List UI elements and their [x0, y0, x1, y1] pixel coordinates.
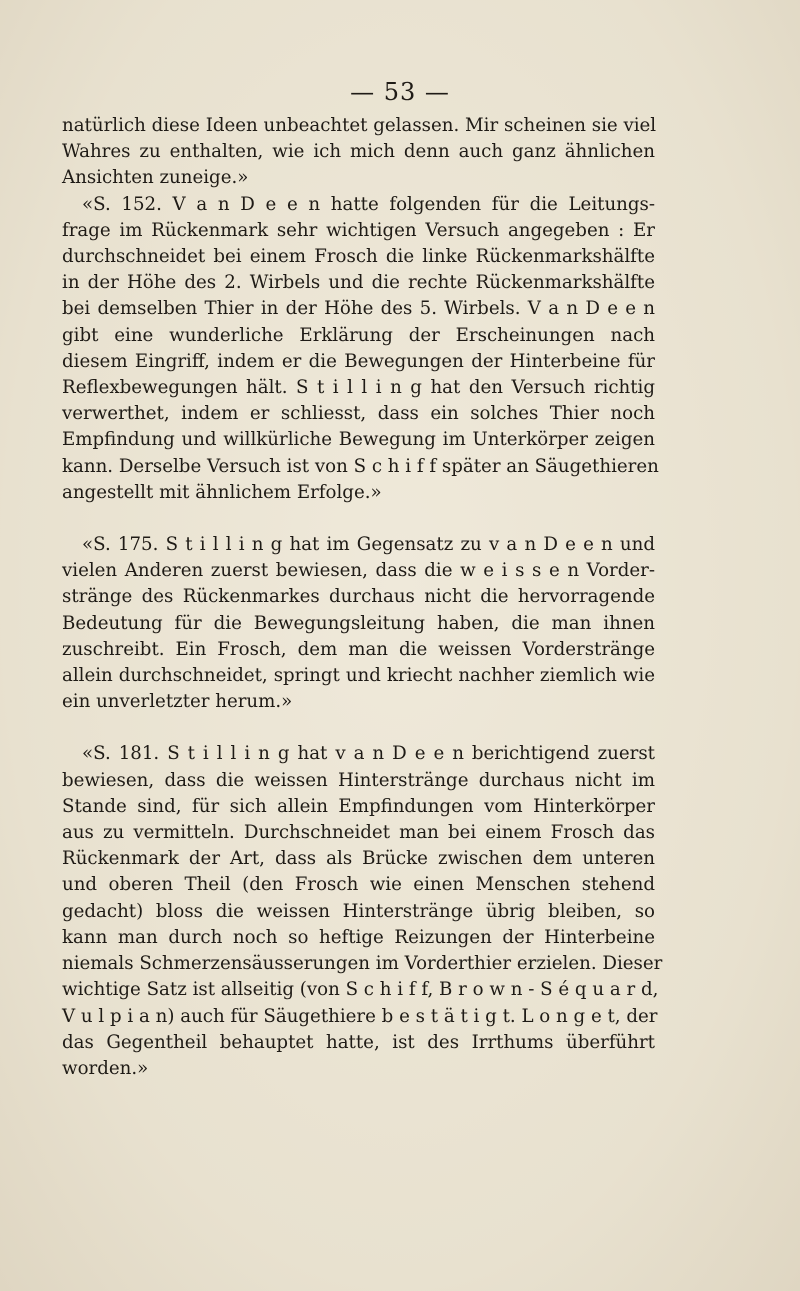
text-line: kann man durch noch so heftige Reizungen der Hinterbeine: [62, 926, 655, 948]
text-line: kann. Derselbe Versuch ist von S c h i f f später an Säugethieren: [62, 455, 659, 477]
text-line: Stande sind, für sich allein Empfindungen vom Hinterkörper: [62, 795, 655, 817]
text-line: wichtige Satz ist allseitig (von S c h i f f, B r o w n - S é q u a r d,: [62, 979, 659, 1001]
text-line: frage im Rückenmark sehr wichtigen Versuch angegeben : Er: [62, 219, 655, 241]
text-line: gedacht) bloss die weissen Hinterstränge übrig bleiben, so: [62, 900, 655, 922]
paragraph: [62, 192, 659, 506]
paragraph-gap: [62, 715, 655, 741]
text-line: «S. 175. S t i l l i n g hat im Gegensatz zu v a n D e e n und: [82, 534, 655, 556]
text-line: «S. 152. V a n D e e n hatte folgenden für die Leitungs-: [82, 193, 655, 215]
text-line: in der Höhe des 2. Wirbels und die rechte Rückenmarkshälfte: [62, 272, 655, 294]
text-line: aus zu vermitteln. Durchschneidet man bei einem Frosch das: [62, 822, 655, 844]
text-line: gibt eine wunderliche Erklärung der Erscheinungen nach: [62, 324, 655, 346]
text-line: Rückenmark der Art, dass als Brücke zwischen dem unteren: [62, 848, 655, 870]
text-line: V u l p i a n) auch für Säugethiere b e s t ä t i g t. L o n g e t, der: [62, 1005, 658, 1027]
text-line: Wahres zu enthalten, wie ich mich denn auch ganz ähnlichen: [62, 141, 655, 163]
text-line: bewiesen, dass die weissen Hinterstränge durchaus nicht im: [62, 769, 655, 791]
text-line: stränge des Rückenmarkes durchaus nicht die hervorragende: [62, 586, 655, 608]
text-line: und oberen Theil (den Frosch wie einen Menschen stehend: [62, 874, 655, 896]
text-line: Ansichten zuneige.»: [62, 167, 249, 189]
text-line: «S. 181. S t i l l i n g hat v a n D e e n berichtigend zuerst: [82, 743, 655, 765]
text-line: verwerthet, indem er schliesst, dass ein solches Thier noch: [62, 403, 655, 425]
text-line: diesem Eingriff, indem er die Bewegungen der Hinterbeine für: [62, 350, 655, 372]
paragraph: [62, 532, 655, 715]
text-line: das Gegentheil behauptet hatte, ist des Irrthums überführt: [62, 1031, 655, 1053]
text-line: ein unverletzter herum.»: [62, 691, 293, 713]
paragraph: [62, 741, 663, 1082]
text-line: bei demselben Thier in der Höhe des 5. Wirbels. V a n D e e n: [62, 298, 655, 320]
text-line: angestellt mit ähnlichem Erfolge.»: [62, 481, 382, 503]
text-line: durchschneidet bei einem Frosch die linke Rückenmarkshälfte: [62, 246, 655, 268]
text-line: allein durchschneidet, springt und kriecht nachher ziemlich wie: [62, 665, 655, 687]
text-line: zuschreibt. Ein Frosch, dem man die weissen Vorderstränge: [62, 638, 655, 660]
body-text: [62, 113, 663, 1082]
text-line: niemals Schmerzensäusserungen im Vorderthier erzielen. Dieser: [62, 953, 663, 975]
text-line: worden.»: [62, 1057, 149, 1079]
paragraph-gap: [62, 506, 655, 532]
text-line: natürlich diese Ideen unbeachtet gelassen. Mir scheinen sie viel: [62, 115, 657, 136]
text-line: Bedeutung für die Bewegungsleitung haben, die man ihnen: [62, 612, 655, 634]
paragraph: [62, 113, 655, 192]
text-line: Empfindung und willkürliche Bewegung im Unterkörper zeigen: [62, 429, 655, 451]
page-number: — 53 —: [350, 78, 450, 106]
text-line: Reflexbewegungen hält. S t i l l i n g hat den Versuch richtig: [62, 377, 655, 399]
text-line: vielen Anderen zuerst bewiesen, dass die w e i s s e n Vorder-: [62, 560, 655, 582]
